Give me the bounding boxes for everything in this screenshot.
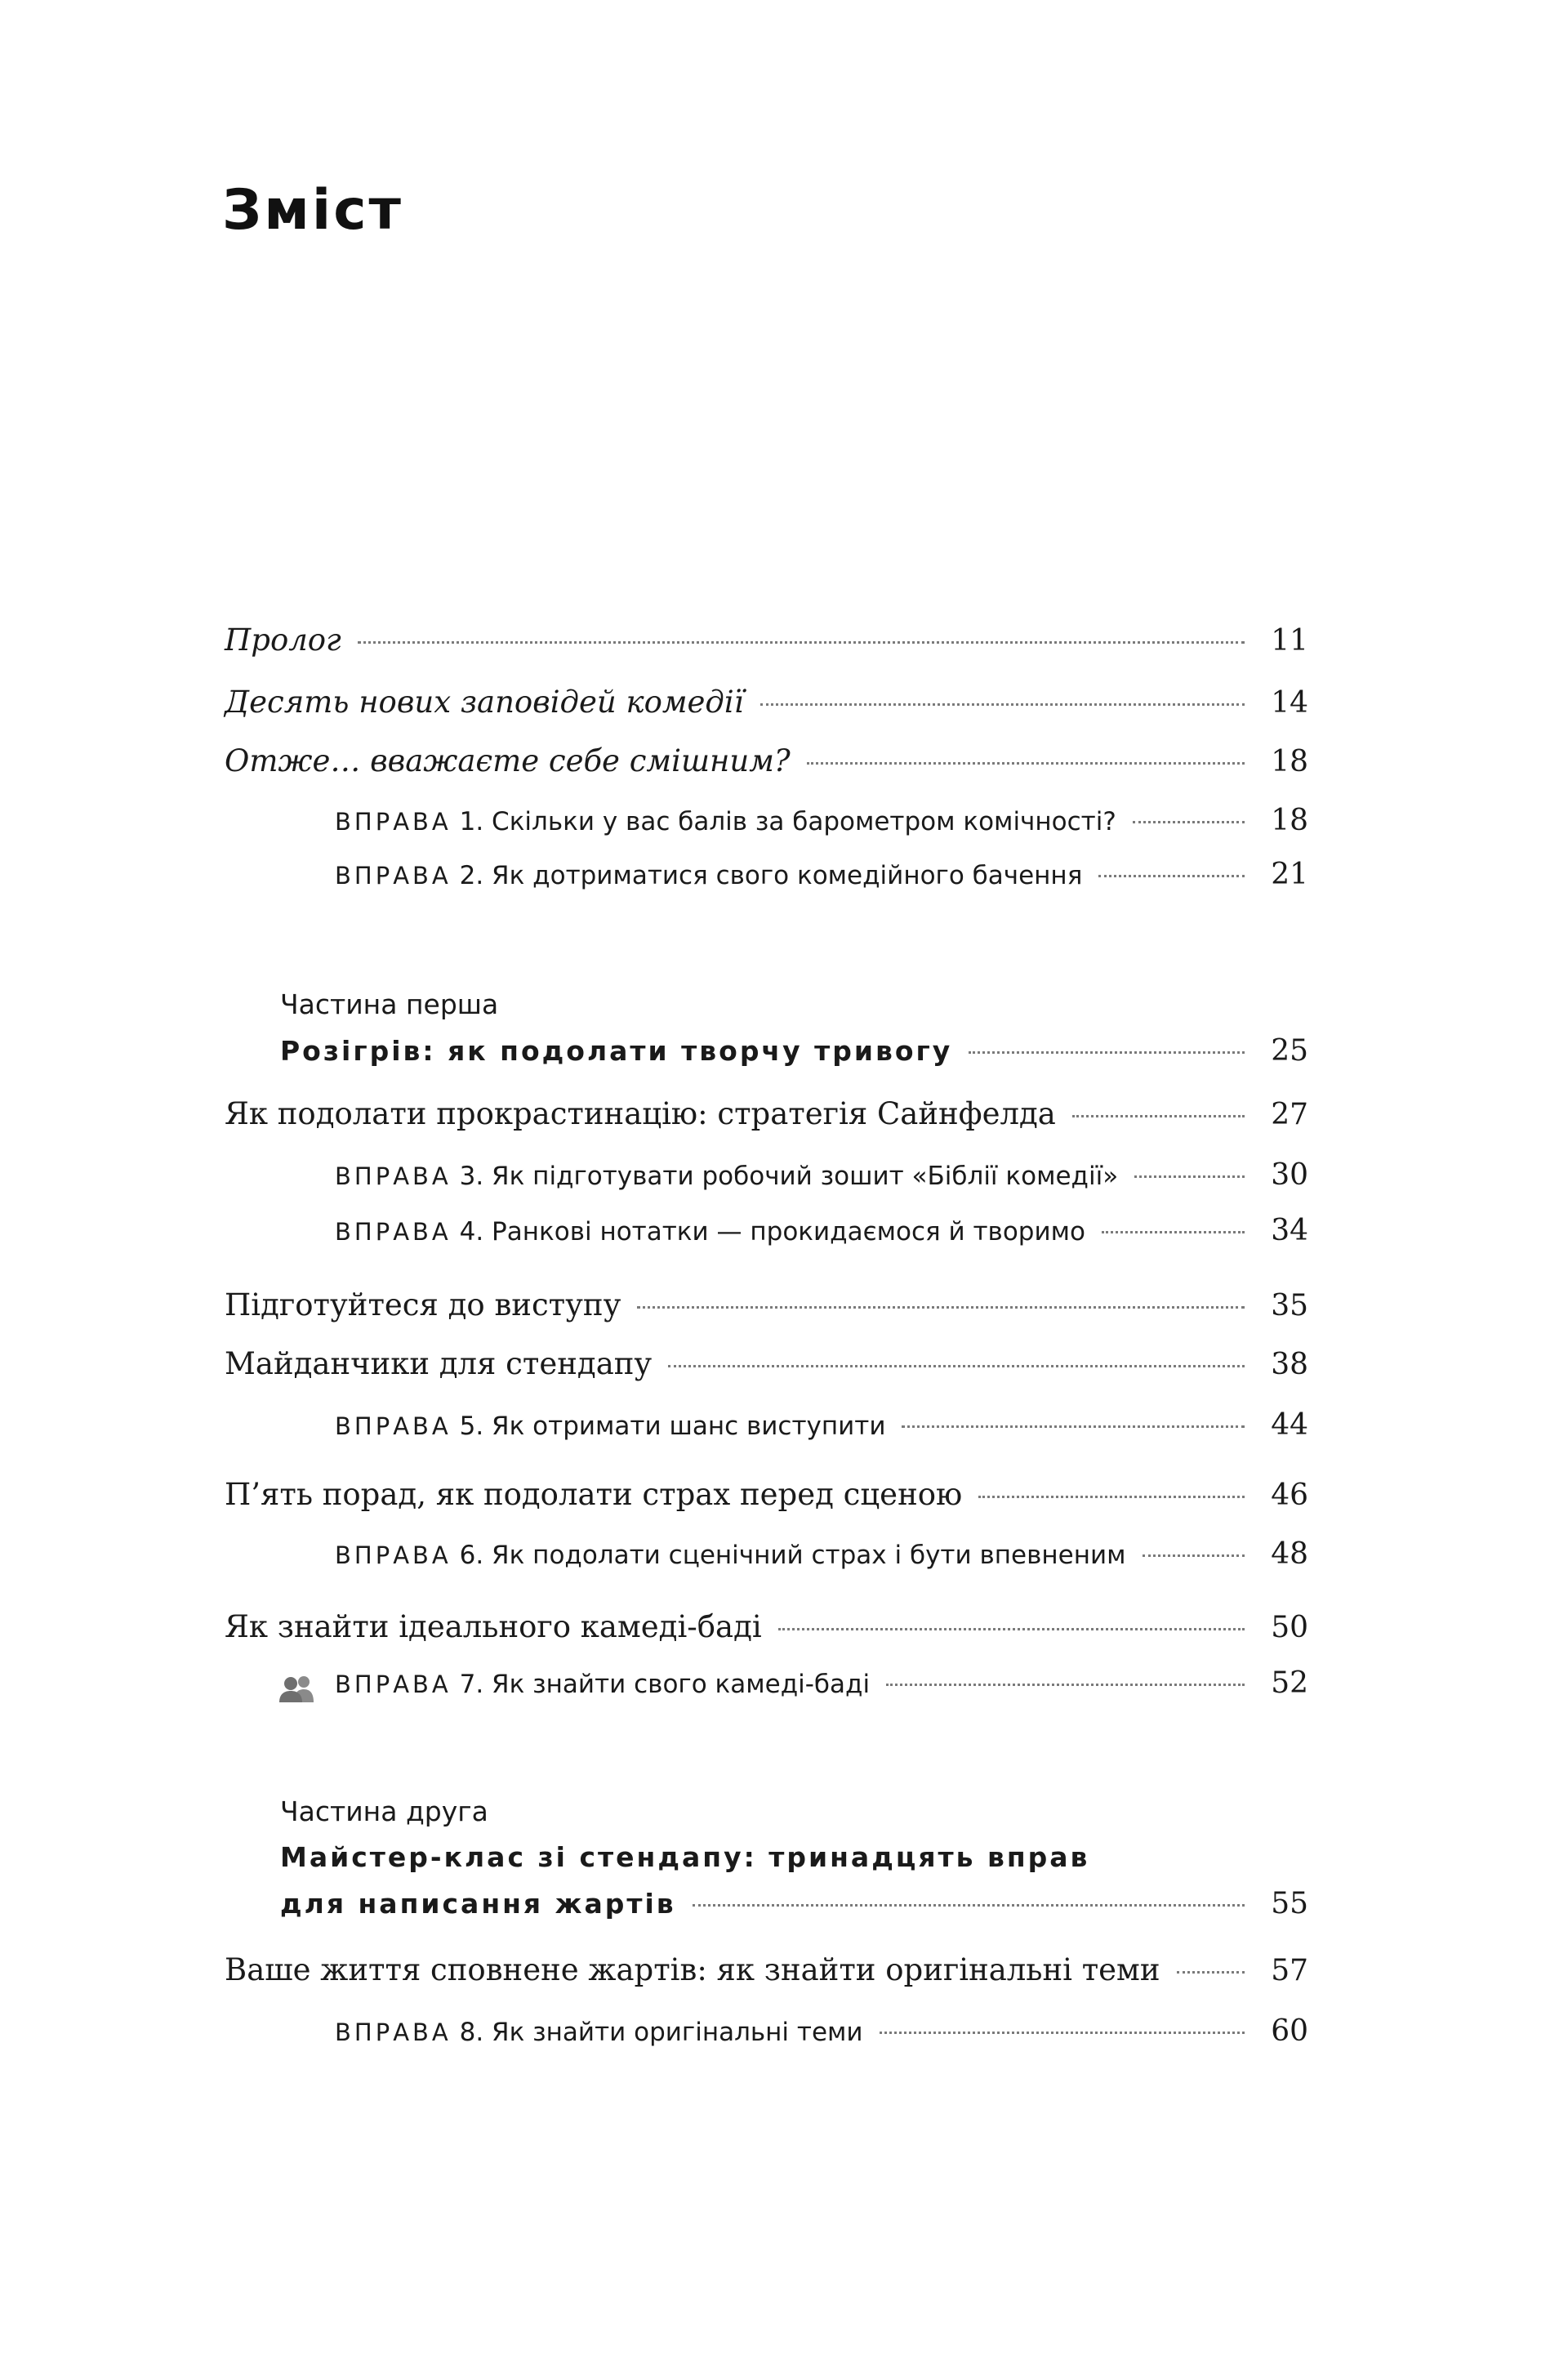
toc-entry-stage-fright[interactable] [225, 1477, 1308, 1523]
page-number: 14 [1271, 686, 1308, 720]
dot-leader [1134, 1175, 1245, 1178]
toc-entry-venues[interactable] [225, 1346, 1308, 1392]
toc-entry-label: П’ять порад, як подолати страх перед сценою [225, 1477, 963, 1512]
part-title: для написання жартів [280, 1888, 676, 1920]
page-title: Зміст [222, 178, 403, 243]
dot-leader [693, 1904, 1245, 1907]
dot-leader [1102, 1231, 1245, 1233]
toc-entry-commandments[interactable] [225, 685, 1308, 730]
people-icon [278, 1675, 317, 1702]
toc-entry-label: Пролог [225, 622, 341, 658]
page-number: 48 [1271, 1537, 1308, 1571]
toc-entry-exercise-4[interactable] [335, 1214, 1308, 1260]
toc-entry-exercise-2[interactable] [335, 858, 1308, 903]
page-number: 21 [1271, 858, 1308, 891]
toc-entry-label: Як подолати прокрастинацію: стратегія Сайнфелда [225, 1096, 1056, 1131]
page-number: 55 [1271, 1887, 1308, 1920]
toc-entry-label: Ваше життя сповнене жартів: як знайти оригінальні теми [225, 1952, 1160, 1987]
exercise-keyword: ВПРАВА [335, 1162, 452, 1190]
exercise-keyword: ВПРАВА [335, 808, 452, 836]
dot-leader [637, 1306, 1245, 1309]
page-number: 57 [1271, 1954, 1308, 1987]
toc-entry-label: 7. Як знайти свого камеді-баді [459, 1670, 871, 1699]
exercise-keyword: ВПРАВА [335, 1670, 452, 1698]
toc-entry-label: 3. Як підготувати робочий зошит «Біблії комедії» [459, 1162, 1119, 1191]
page-number: 11 [1271, 624, 1308, 658]
toc-entry-part-2[interactable] [280, 1887, 1308, 1933]
toc-entry-prepare[interactable] [225, 1287, 1308, 1333]
toc-entry-label: 2. Як дотриматися свого комедійного бачення [459, 861, 1083, 890]
toc-entry-label: 4. Ранкові нотатки — прокидаємося й творимо [459, 1217, 1085, 1247]
toc-entry-label: Майданчики для стендапу [225, 1346, 653, 1381]
exercise-keyword: ВПРАВА [335, 1541, 452, 1569]
toc-entry-exercise-6[interactable] [335, 1537, 1308, 1583]
part-1-subtitle: Частина перша [280, 988, 499, 1020]
page-number: 27 [1271, 1098, 1308, 1131]
toc-entry-exercise-5[interactable] [335, 1408, 1308, 1454]
toc-entry-think-funny[interactable] [225, 743, 1308, 789]
dot-leader [778, 1628, 1245, 1630]
dot-leader [1177, 1971, 1245, 1974]
dot-leader [668, 1365, 1245, 1367]
dot-leader [902, 1425, 1245, 1428]
page-number: 18 [1271, 804, 1308, 837]
page-number: 25 [1271, 1034, 1308, 1068]
toc-entry-label: 8. Як знайти оригінальні теми [459, 2018, 863, 2047]
dot-leader [358, 641, 1245, 644]
dot-leader [969, 1051, 1245, 1054]
toc-entry-label: 6. Як подолати сценічний страх і бути впевненим [459, 1541, 1126, 1570]
exercise-keyword: ВПРАВА [335, 862, 452, 890]
dot-leader [880, 2032, 1245, 2034]
toc-entry-prologue[interactable] [225, 622, 1308, 668]
toc-entry-life-jokes[interactable] [225, 1952, 1308, 1998]
page-number: 18 [1271, 745, 1308, 778]
toc-entry-exercise-8[interactable] [335, 2014, 1308, 2060]
exercise-keyword: ВПРАВА [335, 1412, 452, 1440]
page-number: 52 [1271, 1666, 1308, 1700]
toc-entry-buddy[interactable] [225, 1609, 1308, 1655]
part-2-title-line-1: Майстер-клас зі стендапу: тринадцять вправ [280, 1841, 1090, 1873]
toc-entry-exercise-3[interactable] [335, 1158, 1308, 1204]
toc-entry-label: Як знайти ідеального камеді-баді [225, 1609, 762, 1644]
dot-leader [978, 1496, 1245, 1498]
toc-entry-label: 1. Скільки у вас балів за барометром комічності? [459, 807, 1116, 836]
page-number: 34 [1271, 1214, 1308, 1247]
page-number: 30 [1271, 1158, 1308, 1192]
toc-entry-label: Десять нових заповідей комедії [225, 685, 744, 720]
toc-entry-label: Отже… вважаєте себе смішним? [225, 743, 791, 778]
exercise-keyword: ВПРАВА [335, 1218, 452, 1246]
page-number: 44 [1271, 1408, 1308, 1442]
dot-leader [1143, 1554, 1245, 1557]
toc-entry-procrastination[interactable] [225, 1096, 1308, 1142]
dot-leader [1133, 821, 1245, 823]
dot-leader [760, 703, 1245, 706]
dot-leader [1072, 1115, 1245, 1117]
toc-entry-label: Підготуйтеся до виступу [225, 1287, 621, 1322]
page-number: 50 [1271, 1611, 1308, 1644]
page-number: 35 [1271, 1289, 1308, 1322]
part-title: Розігрів: як подолати творчу тривогу [280, 1035, 953, 1067]
part-2-subtitle: Частина друга [280, 1795, 488, 1827]
toc-entry-label: 5. Як отримати шанс виступити [459, 1412, 886, 1441]
exercise-keyword: ВПРАВА [335, 2018, 452, 2046]
dot-leader [1098, 875, 1245, 877]
page-number: 46 [1271, 1479, 1308, 1512]
page-number: 60 [1271, 2014, 1308, 2048]
toc-entry-exercise-1[interactable] [335, 804, 1308, 850]
toc-entry-part-1[interactable] [280, 1034, 1308, 1080]
dot-leader [807, 762, 1245, 765]
page-number: 38 [1271, 1348, 1308, 1381]
dot-leader [886, 1684, 1245, 1686]
toc-entry-exercise-7[interactable] [335, 1666, 1308, 1712]
